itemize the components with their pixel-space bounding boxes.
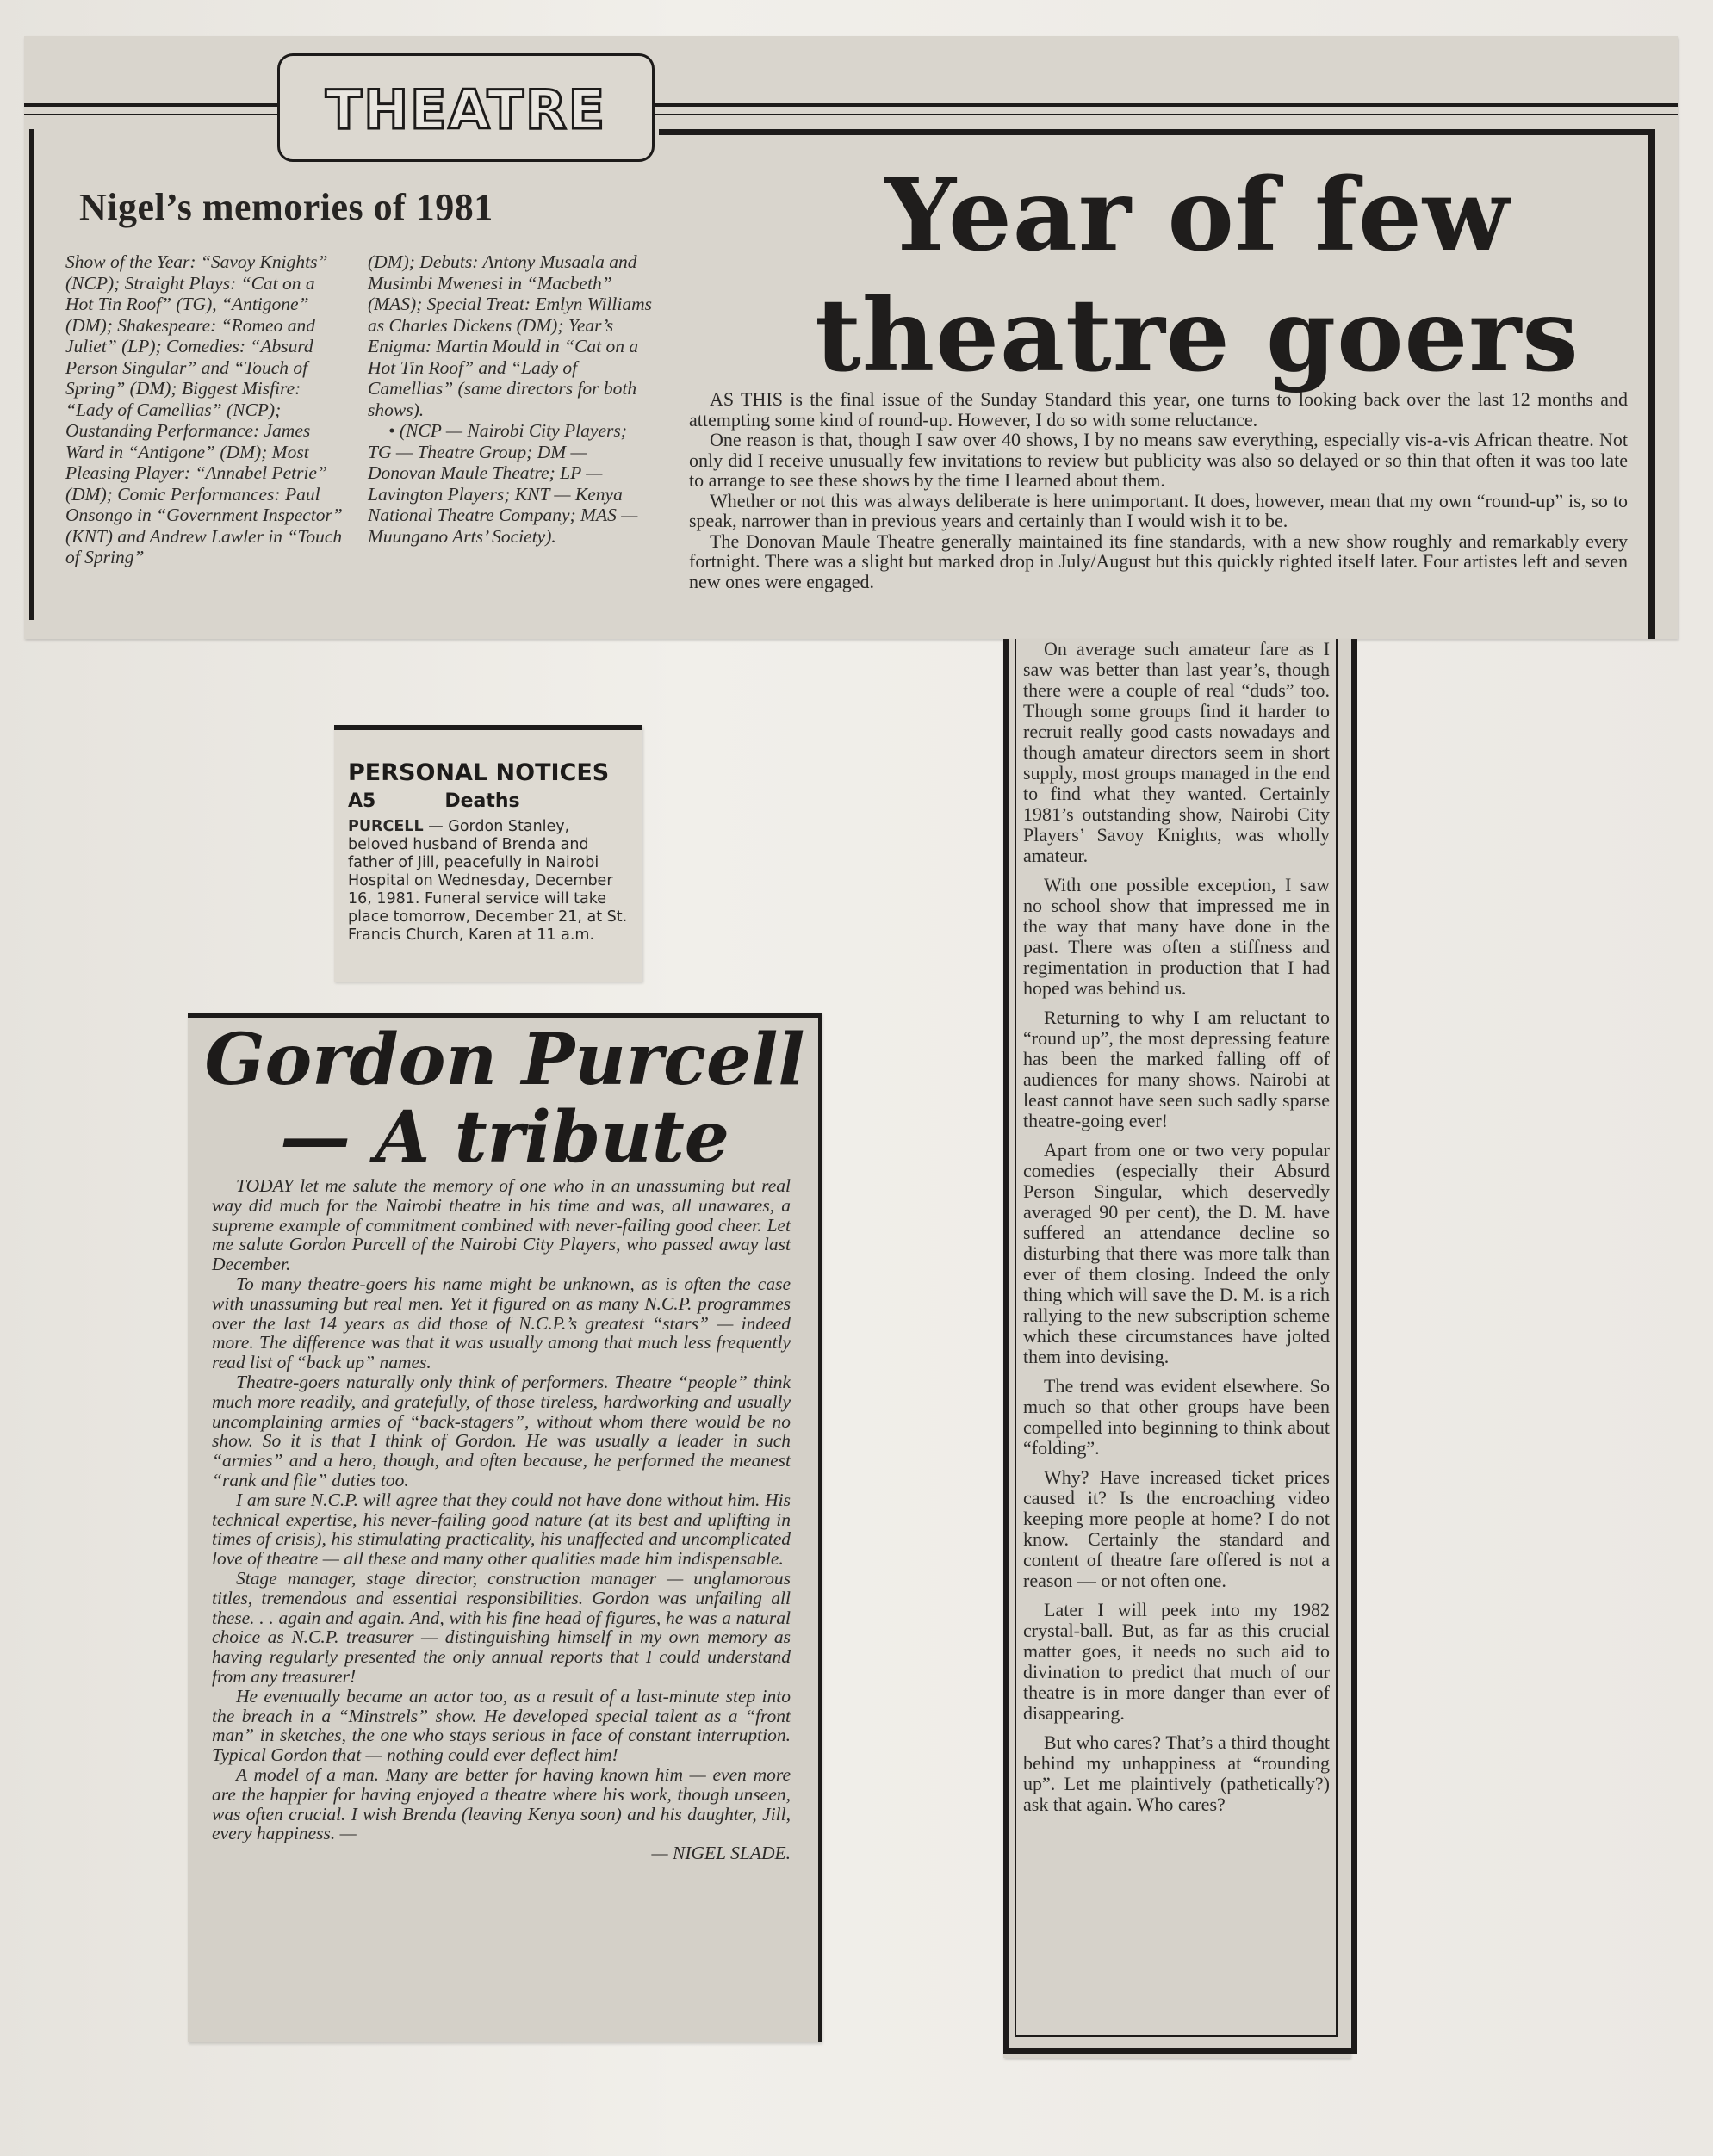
section-label: THEATRE — [325, 78, 607, 141]
column-paragraph: With one possible exception, I saw no school show that impressed me in the way that many have done in the past. There was often a stiffness and regimentation in production that I had hoped was behind us. — [1023, 874, 1330, 999]
sidebar-legend: • (NCP — Nairobi City Players; TG — Theatre Group; DM — Donovan Maule Theatre; LP — Lavington Players; KNT — Kenya National Theatre Company; MAS — Muungano Arts’ Society). — [368, 420, 638, 547]
intro-paragraph: Whether or not this was always deliberate is here unimportant. It does, however, mean that my own “round-up” is, so to speak, narrower than in previous years and certainly than I would wish it to be. — [689, 489, 1628, 531]
notice-text: — Gordon Stanley, beloved husband of Brenda and father of Jill, peacefully in Nairobi Hospital on Wednesday, December 16, 1981. Funeral service will take place tomorrow, December 21, at St. Francis Church, Karen at 11 a.m. — [348, 818, 628, 944]
column-paragraph: But who cares? That’s a third thought behind my unhappiness at “rounding up”. Let me plaintively (pathetically?) ask that again. Who cares? — [1023, 1732, 1330, 1815]
column-paragraph: Why? Have increased ticket prices caused it? Is the encroaching video keeping more people at home? I do not know. Certainly the standard and content of theatre fare offered is not a reason — or not often one. — [1023, 1466, 1330, 1591]
intro-paragraph: AS THIS is the final issue of the Sunday Standard this year, one turns to looking back over the last 12 months and attempting some kind of round-up. However, I do so with some reluctance. — [689, 388, 1628, 431]
tribute-headline-line-1: Gordon Purcell — [204, 1019, 805, 1101]
notice-code: A5 — [348, 790, 376, 812]
tribute-paragraph: To many theatre-goers his name might be unknown, as is often the case with unassuming but real men. Yet it figured on as many N.C.P. programmes over the last 14 years as did those of N.C.P.’s greatest “stars” — indeed more. The difference was that it was usually among that much less frequently read list of “back up” names. — [212, 1273, 791, 1373]
article-column — [1023, 639, 1330, 1824]
notice-name: PURCELL — [348, 818, 424, 835]
notice-heading: PERSONAL NOTICES — [348, 759, 610, 786]
column-paragraph: Later I will peek into my 1982 crystal-ball. But, as far as this crucial matter goes, it needs no such aid to divination to predict that much of our theatre is in more danger than ever of disappearing. — [1023, 1599, 1330, 1724]
tribute-headline — [196, 1019, 813, 1179]
tribute-signature: — NIGEL SLADE. — [651, 1843, 791, 1864]
sidebar-column-2-text: (DM); Debuts: Antony Musaala and Musimbi Mwenesi in “Macbeth” (MAS); Special Treat: Emlyn Williams as Charles Dickens (DM); Year’s Enigma: Martin Mould in “Cat on a Hot Tin Roof” and “Lady of Camellias” (same directors for both shows). — [368, 251, 653, 420]
sidebar-column-2 — [368, 251, 652, 547]
header-rule-left — [24, 103, 279, 107]
header-rule-left-thin — [24, 114, 279, 115]
tribute-headline-line-2: — A tribute — [280, 1096, 729, 1179]
tribute-paragraph: I am sure N.C.P. will agree that they could not have done without him. His technical expertise, his never-failing good nature (at its best and uplifting in times of crisis), his stimulating practicality, his unaffected and uncomplicated love of theatre — all these and many other qualities made him indispensable. — [212, 1489, 791, 1570]
tribute-paragraph: A model of a man. Many are better for having known him — even more are the happier for having enjoyed a theatre where his work, though unseen, was often crucial. I wish Brenda (leaving Kenya soon) and his daughter, Jill, every happiness. — — [212, 1763, 791, 1844]
headline-line-1: Year of few — [884, 157, 1510, 274]
sidebar-title: Nigel’s memories of 1981 — [79, 186, 493, 228]
tribute-side-rule — [818, 1013, 822, 2042]
notice-body — [348, 818, 630, 945]
intro-paragraph: One reason is that, though I saw over 40 shows, I by no means saw everything, especially vis-a-vis African theatre. Not only did I receive unusually few invitations to review but publicity was also so delayed or so thin that often it was too late to arrange to see these shows by the time I learned about them. — [689, 429, 1628, 491]
sidebar-left-rule — [29, 129, 34, 620]
notice-category: Deaths — [444, 790, 520, 812]
column-paragraph: On average such amateur fare as I saw was better than last year’s, though there were a couple of real “duds” too. Though some groups find it harder to recruit really good casts nowadays and though amateur directors seem in short supply, most groups managed in the end to find what they wanted. Certainly 1981’s outstanding show, Nairobi City Players’ Savoy Knights, was wholly amateur. — [1023, 638, 1330, 866]
header-rule-right-thin — [649, 114, 1678, 115]
tribute-paragraph: Theatre-goers naturally only think of performers. Theatre “people” think much more readily, and gratefully, of those tireless, hardworking and usually uncomplaining armies of “back-stagers”, without whom there would be no show. So it is that I think of Gordon. He was usually a leader in such “armies” and a hero, though, and often because, he performed the meanest “rank and file” duties too. — [212, 1371, 791, 1490]
column-paragraph: Returning to why I am reluctant to “round up”, the most depressing feature has been the marked falling off of audiences for many shows. Nairobi at least cannot have seen such sadly sparse theatre-going ever! — [1023, 1007, 1330, 1131]
tribute-clipping — [188, 1013, 822, 2042]
tribute-paragraph: He eventually became an actor too, as a result of a last-minute step into the breach in a “Minstrels” show. He developed special talent as a “front man” in sketches, the one who stays serious in face of constant interruption. Typical Gordon that — nothing could ever deflect him! — [212, 1685, 791, 1766]
notice-category-row — [348, 790, 520, 812]
column-paragraph: Apart from one or two very popular comedies (especially their Absurd Person Singular, which deservedly averaged 90 per cent), the D. M. have suffered an attendance decline so disturbing that there was more talk than ever of them closing. Indeed the only thing which will save the D. M. is a rich rallying to the new subscription scheme which these circumstances have jolted them into devising. — [1023, 1139, 1330, 1367]
article-headline — [758, 155, 1636, 396]
sidebar-column-1: Show of the Year: “Savoy Knights” (NCP); Straight Plays: “Cat on a Hot Tin Roof” (TG), “Antigone” (DM); Shakespeare: “Romeo and Juliet” (LP); Comedies: “Absurd Person Singular” and “Touch of Spring” (DM); Biggest Misfire: “Lady of Camellias” (NCP); Oustanding Performance: James Ward in “Antigone” (DM); Most Pleasing Player: “Annabel Petrie” (DM); Comic Performances: Paul Onsongo in “Government Inspector” (KNT) and Andrew Lawler in “Touch of Spring” — [65, 251, 343, 567]
tribute-body — [212, 1176, 791, 1863]
intro-paragraph: The Donovan Maule Theatre generally maintained its fine standards, with a new show roughly and remarkably every fortnight. There was a slight but marked drop in July/August but this quickly righted itself later. Four artistes left and seven new ones were engaged. — [689, 530, 1628, 592]
tribute-paragraph: Stage manager, stage director, construction manager — unglamorous titles, tremendous and essential responsibilities. Gordon was unfailing all these. . . again and again. And, with his fine head of figures, he was a natural choice as N.C.P. treasurer — distinguishing himself in my own memory as having regularly presented the only annual reports that I could understand from any treasurer! — [212, 1567, 791, 1687]
notice-rule — [334, 725, 642, 730]
header-rule-right — [649, 103, 1678, 107]
tribute-paragraph: TODAY let me salute the memory of one who in an unassuming but real way did much for the Nairobi theatre in his time and was, all unawares, a supreme example of commitment combined with never-failing good cheer. Let me salute Gordon Purcell of the Nairobi City Players, who passed away last December. — [212, 1175, 791, 1275]
personal-notice-clipping — [334, 725, 642, 982]
tribute-rule — [188, 1013, 822, 1018]
column-paragraph: The trend was evident elsewhere. So much so that other groups have been compelled into beginning to think about “folding”. — [1023, 1375, 1330, 1459]
headline-line-2: theatre goers — [815, 277, 1580, 394]
article-intro — [689, 389, 1628, 592]
section-header — [277, 53, 655, 162]
